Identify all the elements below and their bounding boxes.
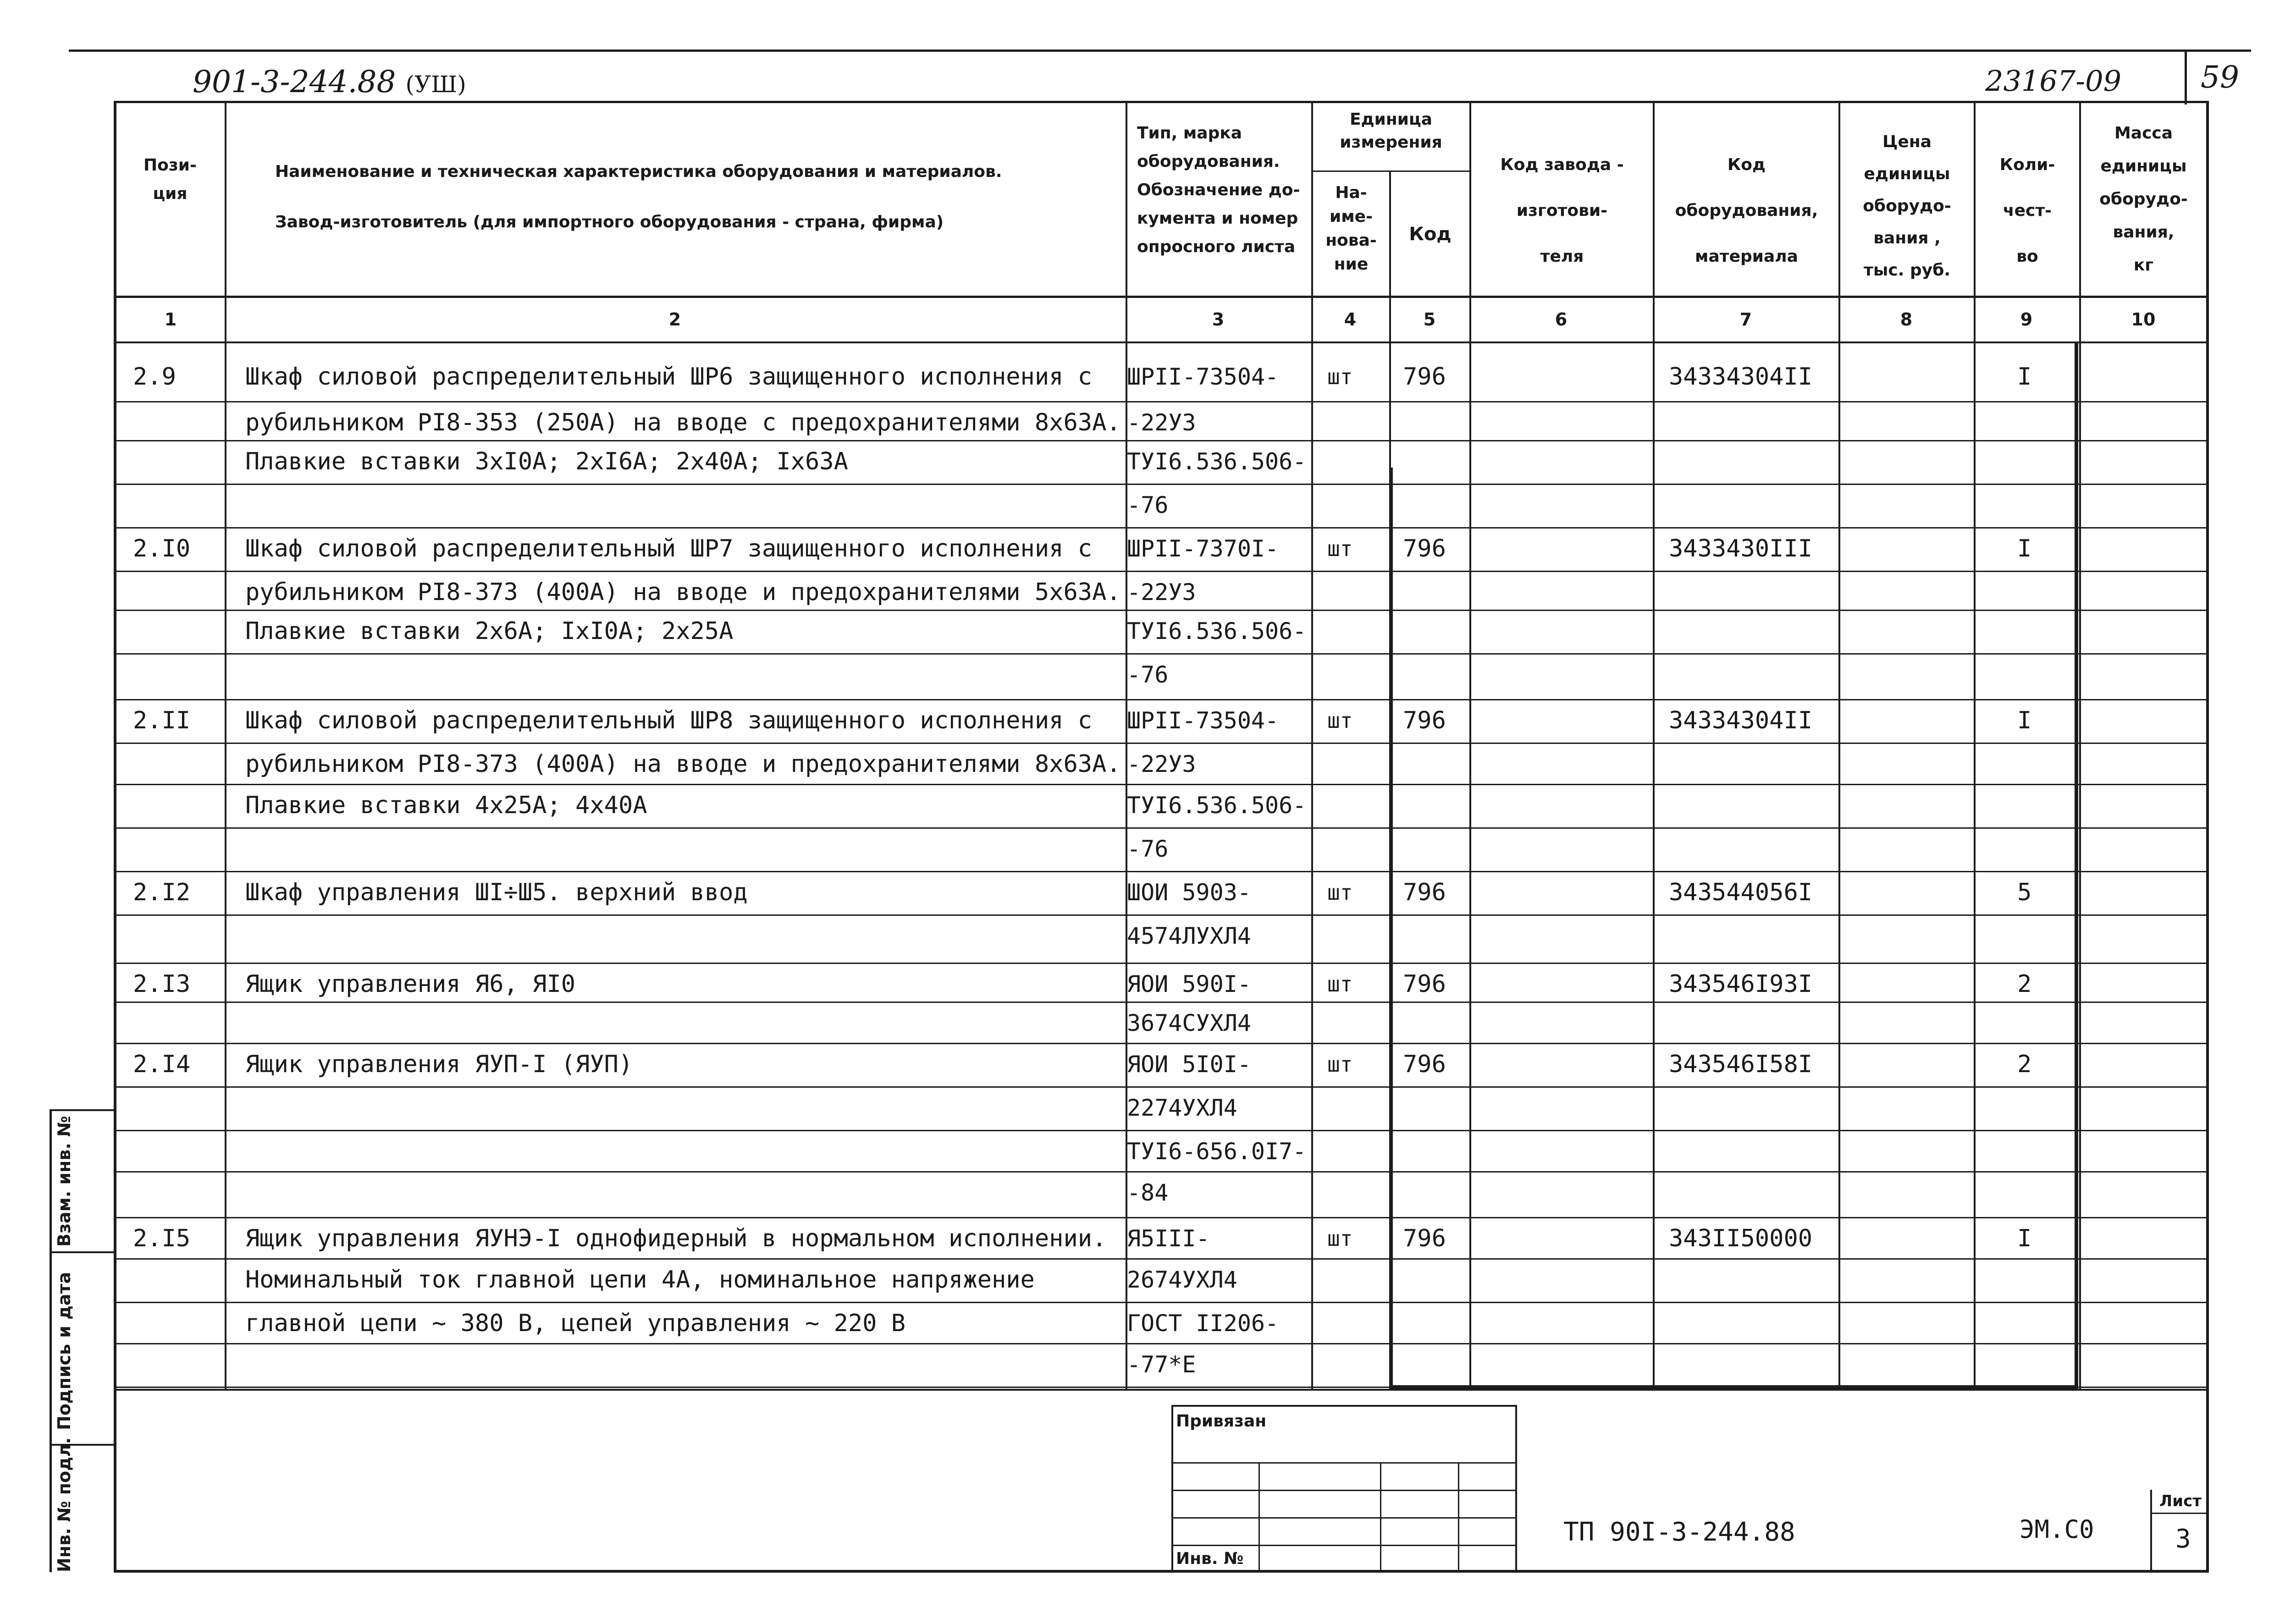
cell-equip-code: 343544056I (1669, 879, 1813, 906)
header-equipment-code-line-1: Код (1727, 155, 1766, 174)
cell-qty: 5 (2017, 879, 2032, 906)
header-mass-line-2: единицы (2100, 157, 2187, 176)
cell-type: ЯОИ 5I0I- (1127, 1051, 1251, 1078)
row-divider (114, 484, 2209, 485)
cell-type: ШРII-7370I- (1127, 535, 1279, 562)
cell-type: 3674СУХЛ4 (1127, 1010, 1251, 1036)
header-type-line-3: Обозначение до- (1137, 181, 1300, 199)
cell-unit: шт (1327, 1052, 1353, 1077)
cell-type: -77*Е (1127, 1351, 1196, 1378)
row-divider (114, 784, 2209, 785)
cell-qty: 2 (2017, 970, 2032, 998)
header-price-line-1: Цена (1882, 132, 1932, 151)
cell-name: рубильником PI8-373 (400А) на вводе и предохранителями 5х63А. (245, 578, 1121, 606)
header-equipment-code-line-2: оборудования, (1675, 201, 1818, 220)
inventory-code: 23167-09 (1985, 64, 2122, 98)
header-type-line-1: Тип, марка (1137, 124, 1242, 143)
header-name (229, 147, 1169, 248)
row-divider (114, 1086, 2209, 1088)
cell-type: -76 (1127, 836, 1169, 862)
row-divider (114, 1002, 2209, 1003)
stamp-section-code: ЭМ.С0 (2020, 1515, 2094, 1544)
cell-equip-code: 343546I58I (1669, 1051, 1813, 1078)
header-type-line-5: опросного листа (1137, 237, 1296, 256)
header-factory-code-line-2: изготови- (1516, 201, 1608, 220)
header-mass-line-5: кг (2133, 256, 2154, 275)
cell-type: ТУI6.536.506- (1127, 448, 1307, 475)
header-price (1840, 126, 1974, 286)
cell-code: 796 (1403, 363, 1446, 391)
cell-code: 796 (1403, 1051, 1446, 1078)
cell-type: 2274УХЛ4 (1127, 1095, 1237, 1121)
document-code-number: 901-3-244.88 (193, 64, 396, 99)
row-divider (114, 571, 2209, 572)
side-label-signature-date: Подпись и дата (54, 1272, 74, 1430)
column-number-8: 8 (1900, 309, 1913, 330)
header-mass-line-1: Масса (2114, 124, 2173, 143)
header-price-line-4: вания , (1873, 229, 1941, 248)
header-unit-name-line-3: нова- (1325, 231, 1377, 250)
stamp-project-code: ТП 90I-3-244.88 (1563, 1517, 1795, 1547)
cell-equip-code: 34334304II (1669, 363, 1813, 391)
cell-type: 4574ЛУХЛ4 (1127, 923, 1251, 949)
cell-unit: шт (1327, 972, 1353, 996)
cell-type: ТУI6-656.0I7- (1127, 1138, 1307, 1165)
row-divider (114, 1343, 2209, 1344)
row-divider (114, 827, 2209, 829)
cell-code: 796 (1403, 879, 1446, 906)
cell-name: Плавкие вставки 2х6А; IхI0А; 2х25А (245, 617, 734, 645)
column-number-1: 1 (164, 309, 177, 330)
cell-type: ШРII-73504- (1127, 363, 1279, 390)
cell-name: Шкаф силовой распределительный ШР6 защищенного исполнения с (245, 363, 1093, 391)
cell-pos: 2.9 (133, 363, 176, 391)
row-divider (114, 401, 2209, 402)
cell-unit: шт (1327, 708, 1353, 733)
document-code-part: (УШ) (405, 71, 466, 98)
header-mass (2081, 117, 2206, 282)
row-divider (114, 1258, 2209, 1260)
header-unit-line-1: Единица (1350, 110, 1432, 129)
cell-pos: 2.II (133, 707, 191, 734)
column-number-4: 4 (1344, 309, 1357, 330)
row-divider (114, 699, 2209, 700)
column-number-2: 2 (668, 309, 681, 330)
row-divider (114, 871, 2209, 872)
cell-type: -76 (1127, 661, 1169, 688)
header-name-line-2: Завод-изготовитель (для импортного оборудования - страна, фирма) (275, 213, 944, 231)
header-quantity (1976, 142, 2079, 280)
header-quantity-line-1: Коли- (1999, 155, 2055, 174)
side-label-replace-inv: Взам. инв. № (54, 1116, 74, 1247)
cell-name: Шкаф силовой распределительный ШР8 защищенного исполнения с (245, 707, 1093, 734)
cell-qty: I (2017, 363, 2032, 391)
cell-code: 796 (1403, 1225, 1446, 1252)
row-divider (114, 653, 2209, 655)
stamp-bound-label: Привязан (1176, 1412, 1267, 1431)
column-number-6: 6 (1555, 309, 1568, 330)
row-divider (114, 1302, 2209, 1303)
header-equipment-code-line-3: материала (1695, 247, 1798, 266)
row-divider (114, 440, 2209, 441)
header-position (116, 151, 225, 208)
row-divider (114, 914, 2209, 916)
cell-type: -84 (1127, 1179, 1169, 1206)
row-divider (114, 527, 2209, 528)
header-unit-name (1313, 181, 1389, 276)
cell-code: 796 (1403, 707, 1446, 734)
cell-equip-code: 343546I93I (1669, 970, 1813, 998)
cell-code: 796 (1403, 535, 1446, 562)
row-divider (114, 1130, 2209, 1131)
cell-name: рубильником PI8-353 (250А) на вводе с предохранителями 8х63А. (245, 409, 1121, 436)
header-mass-line-4: вания, (2113, 223, 2175, 242)
header-factory-code-line-3: теля (1540, 247, 1584, 266)
cell-name: Ящик управления Я6, ЯI0 (245, 970, 576, 998)
header-unit-name-line-2: име- (1329, 207, 1373, 226)
column-number-9: 9 (2020, 309, 2033, 330)
header-unit-name-line-4: ние (1334, 255, 1369, 274)
cell-qty: I (2017, 1225, 2032, 1252)
header-name-line-1: Наименование и техническая характеристика оборудования и материалов. (275, 162, 1002, 181)
header-mass-line-3: оборудо- (2099, 190, 2188, 209)
cell-pos: 2.I0 (133, 535, 191, 562)
cell-name: Плавкие вставки 4х25А; 4х40А (245, 792, 647, 819)
cell-code: 796 (1403, 970, 1446, 998)
cell-type: ТУI6.536.506- (1127, 618, 1307, 644)
row-divider (114, 1043, 2209, 1044)
header-position-line-1: Пози- (144, 156, 197, 175)
cell-type: -76 (1127, 492, 1169, 518)
cell-name: рубильником PI8-373 (400А) на вводе и предохранителями 8х63А. (245, 750, 1121, 778)
cell-type: ШРII-73504- (1127, 707, 1279, 734)
header-unit-line-2: измерения (1340, 133, 1442, 152)
header-quantity-line-2: чест- (2003, 201, 2052, 220)
header-unit-group (1313, 108, 1469, 154)
row-divider (114, 610, 2209, 611)
cell-type: -22У3 (1127, 751, 1196, 777)
row-divider (114, 1387, 2209, 1388)
cell-unit: шт (1327, 536, 1353, 561)
cell-equip-code: 34334304II (1669, 707, 1813, 734)
header-unit-name-line-1: На- (1335, 183, 1367, 202)
row-divider (114, 743, 2209, 744)
cell-qty: I (2017, 535, 2032, 562)
cell-type: -22У3 (1127, 409, 1196, 436)
cell-name: Номинальный ток главной цепи 4А, номинальное напряжение (245, 1266, 1035, 1294)
document-code (193, 64, 466, 99)
cell-pos: 2.I3 (133, 970, 191, 998)
row-divider (114, 963, 2209, 964)
cell-unit: шт (1327, 880, 1353, 905)
column-number-10: 10 (2131, 309, 2156, 330)
cell-name: Шкаф силовой распределительный ШР7 защищенного исполнения с (245, 535, 1093, 562)
cell-equip-code: 343II50000 (1669, 1225, 1813, 1252)
row-divider (114, 1217, 2209, 1218)
header-type (1128, 119, 1320, 261)
cell-type: Я5III- (1127, 1225, 1210, 1252)
cell-type: -22У3 (1127, 579, 1196, 606)
row-divider (114, 1171, 2209, 1173)
side-label-inv-original: Инв. № подл. (54, 1437, 74, 1572)
cell-pos: 2.I4 (133, 1051, 191, 1078)
cell-type: ШОИ 5903- (1127, 879, 1251, 906)
header-price-line-2: единицы (1864, 165, 1950, 183)
header-factory-code-line-1: Код завода - (1500, 155, 1624, 174)
cell-type: ЯОИ 590I- (1127, 971, 1251, 997)
cell-type: ГОСТ II206- (1127, 1310, 1279, 1337)
header-price-line-3: оборудо- (1863, 197, 1951, 215)
header-unit-code: Код (1409, 224, 1452, 245)
cell-qty: 2 (2017, 1051, 2032, 1078)
header-factory-code (1471, 142, 1653, 280)
header-quantity-line-3: во (2016, 247, 2038, 266)
header-equipment-code (1655, 142, 1838, 280)
column-number-5: 5 (1423, 309, 1436, 330)
header-type-line-4: кумента и номер (1137, 209, 1298, 228)
stamp-sheet-label: Лист (2159, 1492, 2202, 1510)
cell-equip-code: 3433430III (1669, 535, 1813, 562)
cell-name: главной цепи ~ 380 В, цепей управления ~ 220 В (245, 1310, 906, 1337)
header-position-line-2: ция (153, 184, 188, 203)
cell-qty: I (2017, 707, 2032, 734)
column-number-3: 3 (1212, 309, 1225, 330)
page-number: 59 (2201, 60, 2239, 95)
cell-pos: 2.I5 (133, 1225, 191, 1252)
cell-unit: шт (1327, 364, 1353, 389)
header-type-line-2: оборудования. (1137, 152, 1280, 171)
cell-name: Ящик управления ЯУНЭ-I однофидерный в нормальном исполнении. (245, 1225, 1107, 1252)
header-price-line-5: тыс. руб. (1863, 261, 1951, 280)
column-number-7: 7 (1739, 309, 1752, 330)
stamp-inv-label: Инв. № (1176, 1549, 1244, 1568)
cell-pos: 2.I2 (133, 879, 191, 906)
cell-type: ТУI6.536.506- (1127, 792, 1307, 819)
cell-name: Ящик управления ЯУП-I (ЯУП) (245, 1051, 633, 1078)
cell-name: Плавкие вставки 3хI0А; 2хI6А; 2х40А; Iх63А (245, 448, 848, 475)
cell-name: Шкаф управления ШI÷Ш5. верхний ввод (245, 879, 748, 906)
cell-unit: шт (1327, 1226, 1353, 1251)
cell-type: 2674УХЛ4 (1127, 1266, 1237, 1293)
stamp-sheet-number: 3 (2175, 1524, 2191, 1554)
